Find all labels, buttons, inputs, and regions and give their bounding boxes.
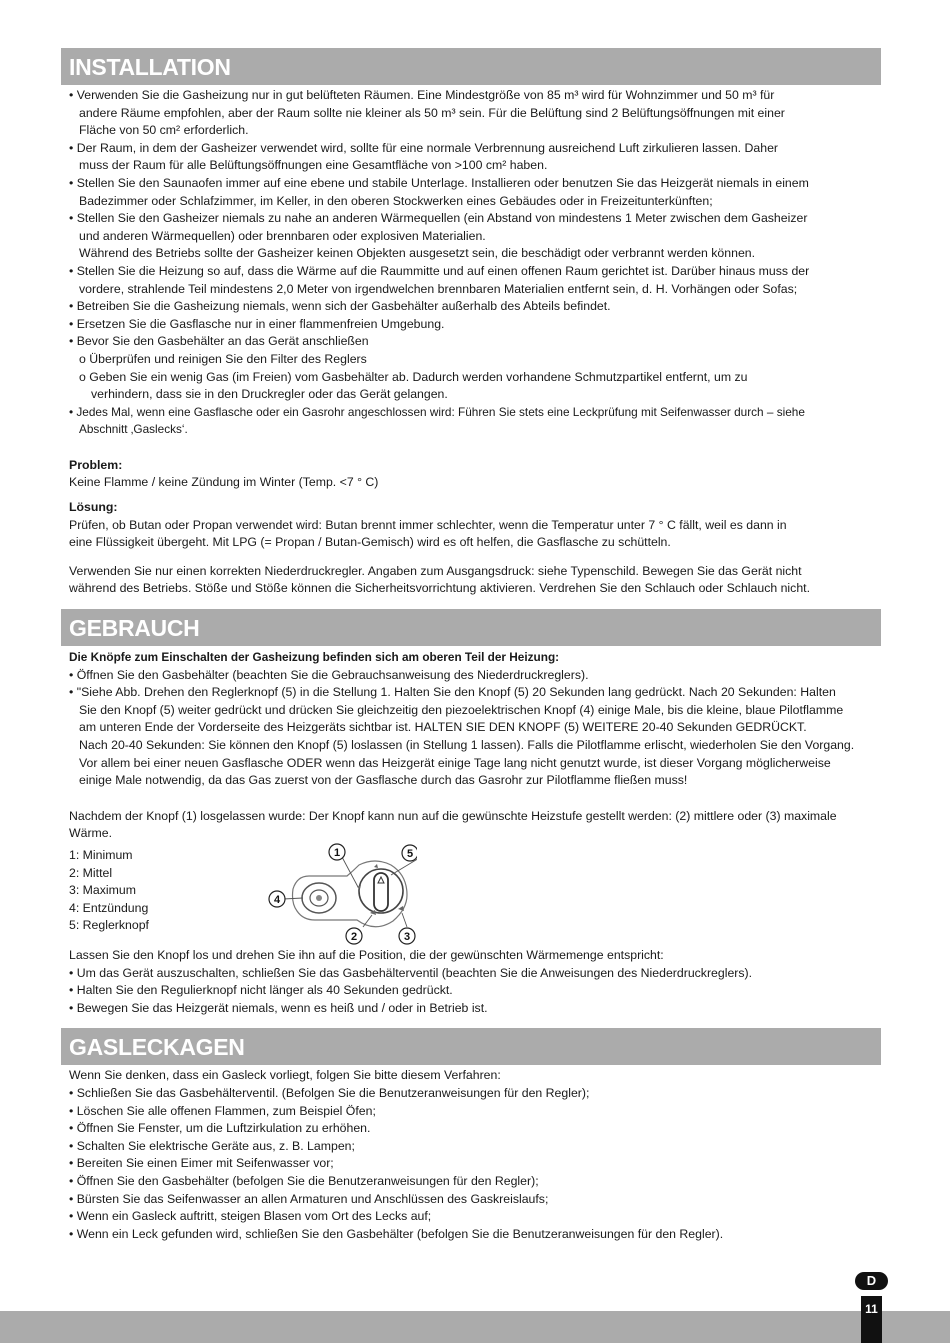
svg-text:1: 1 xyxy=(333,846,341,859)
gasleck-line: • Schließen Sie das Gasbehälterventil. (Befolgen Sie die Benutzeranweisungen für den Regler); xyxy=(69,1085,590,1100)
installation-line: und anderen Wärmequellen) oder brennbaren oder explosiven Materialien. xyxy=(79,228,486,243)
piezo-button-center xyxy=(316,895,322,901)
legend-item: 1: Minimum xyxy=(69,847,133,862)
gasleckagen-body xyxy=(61,1067,881,1243)
gasleck-line: • Löschen Sie alle offenen Flammen, zum Beispiel Öfen; xyxy=(69,1103,376,1118)
svg-text:4: 4 xyxy=(273,893,281,906)
installation-line: • Bevor Sie den Gasbehälter an das Gerät anschließen xyxy=(69,334,369,349)
max-flame-icon xyxy=(398,906,404,911)
control-knob-diagram xyxy=(257,843,417,947)
solution-label: Lösung: xyxy=(69,500,118,515)
callout-5 xyxy=(402,845,417,861)
leader-line-4 xyxy=(283,898,303,899)
installation-line: andere Räume empfohlen, aber der Raum sollte nie kleiner als 50 m³ sein. Für die Belüftung sind 2 Belüftungsöffnungen mit einer xyxy=(79,105,785,120)
gebrauch-line: Vor allem bei einer neuen Gasflasche ODER wenn das Heizgerät einige Tage lang nicht genutzt wurde, ist dieser Vorgang möglicherweise xyxy=(79,755,831,770)
installation-line: Abschnitt ‚Gaslecks‘. xyxy=(79,422,188,437)
gasleck-line: • Öffnen Sie den Gasbehälter (befolgen Sie die Benutzeranweisungen für den Regler); xyxy=(69,1173,539,1188)
gebrauch-line: einige Male notwendig, da das Gas zuerst von der Gasflasche durch das Gasrohr zur Pilotflamme fließen muss! xyxy=(79,773,688,788)
installation-line: • Verwenden Sie die Gasheizung nur in gut belüfteten Räumen. Eine Mindestgröße von 85 m³ wird für Wohnzimmer und 50 m³ für xyxy=(69,88,775,102)
regulator-knob-ring xyxy=(359,869,403,913)
gebrauch-line: Sie den Knopf (5) weiter gedrückt und drücken Sie gleichzeitig den piezoelektrischen Knopf (4) einige Male, bis die kleine, blaue Pilotflamme xyxy=(79,702,844,717)
gasleck-line: • Bürsten Sie das Seifenwasser an allen Armaturen und Anschlüssen des Gaskreislaufs; xyxy=(69,1191,549,1206)
knob-arrow-icon xyxy=(378,877,384,883)
callout-2 xyxy=(346,928,362,944)
installation-line: o Überprüfen und reinigen Sie den Filter des Reglers xyxy=(79,351,367,366)
installation-line: • Betreiben Sie die Gasheizung niemals, wenn sich der Gasbehälter außerhalb des Abteils befindet. xyxy=(69,299,611,314)
section-heading-gasleckagen: GASLECKAGEN xyxy=(61,1028,881,1065)
legend-item: 5: Reglerknopf xyxy=(69,918,149,933)
callout-1 xyxy=(329,844,345,860)
solution-line: Prüfen, ob Butan oder Propan verwendet wird: Butan brennt immer schlechter, wenn die Temperatur unter 7 ° C fällt, weil es dann in xyxy=(69,517,787,532)
installation-line: vordere, strahlende Teil mindestens 2,0 Meter von irgendwelchen brennbaren Materialien entfernt sein, d. H. Vorhängen oder Sofas; xyxy=(79,281,798,296)
installation-line: Während des Betriebs sollte der Gasheizer keinen Objekten ausgesetzt sein, die beschädigt oder verbrannt werden können. xyxy=(79,246,756,261)
gebrauch-line: • Öffnen Sie den Gasbehälter (beachten Sie die Gebrauchsanweisung des Niederdruckreglers). xyxy=(69,667,589,682)
problem-label: Problem: xyxy=(69,457,123,472)
after-line: Nachdem der Knopf (1) losgelassen wurde: Der Knopf kann nun auf die gewünschte Heizstufe gestellt werden: (2) mittlere oder (3) maximale xyxy=(69,808,837,823)
legend-item: 4: Entzündung xyxy=(69,900,149,915)
after-line: Wärme. xyxy=(69,826,113,841)
installation-line: • Stellen Sie den Saunaofen immer auf eine ebene und stabile Unterlage. Installieren oder benutzen Sie das Heizgerät niemals in einem xyxy=(69,175,809,190)
leader-line-3 xyxy=(402,913,407,927)
regulator-line: während des Betriebs. Stöße und Stöße können die Sicherheitsvorrichtung aktivieren. Verdrehen Sie den Schlauch oder Schlauch nicht. xyxy=(69,581,810,596)
svg-text:5: 5 xyxy=(406,847,414,860)
gasleck-line: • Schalten Sie elektrische Geräte aus, z. B. Lampen; xyxy=(69,1138,355,1153)
page-number-tab xyxy=(861,1296,882,1343)
problem-text: Keine Flamme / keine Zündung im Winter (Temp. <7 ° C) xyxy=(69,475,379,490)
installation-line: Badezimmer oder Schlafzimmer, im Keller, in den oberen Stockwerken eines Gebäudes oder in Freizeitunterkünften; xyxy=(79,193,713,208)
installation-line: • Ersetzen Sie die Gasflasche nur in einer flammenfreien Umgebung. xyxy=(69,316,445,331)
regulator-knob-handle xyxy=(374,873,388,911)
gebrauch-line: Nach 20-40 Sekunden: Sie können den Knopf (5) loslassen (in Stellung 1 lassen). Falls die Pilotflamme erlischt, wiederholen Sie den Vorgang. xyxy=(79,738,855,752)
gebrauch-line: am unteren Ende der Vorderseite des Heizgeräts sichtbar ist. HALTEN SIE DEN KNOPF (5) WEITERE 20-40 Sekunden GEDRÜCKT. xyxy=(79,720,807,735)
gasleck-line: • Wenn ein Gasleck auftritt, steigen Blasen vom Ort des Lecks auf; xyxy=(69,1209,432,1224)
solution-line: eine Flüssigkeit übergeht. Mit LPG (= Propan / Butan-Gemisch) wird es oft helfen, die Gasflasche zu schütteln. xyxy=(69,535,671,550)
gebrauch-body xyxy=(61,649,881,1017)
section-heading-installation: INSTALLATION xyxy=(61,48,881,85)
release-line: • Bewegen Sie das Heizgerät niemals, wenn es heiß und / oder in Betrieb ist. xyxy=(69,1000,488,1015)
control-diagram-row xyxy=(69,843,881,947)
legend-item: 2: Mittel xyxy=(69,865,113,880)
gasleck-line: Wenn Sie denken, dass ein Gasleck vorliegt, folgen Sie bitte diesem Verfahren: xyxy=(69,1068,501,1083)
release-line: Lassen Sie den Knopf los und drehen Sie ihn auf die Position, die der gewünschten Wärmemenge entspricht: xyxy=(69,947,664,962)
callout-4 xyxy=(269,891,285,907)
footer-bar xyxy=(0,1311,950,1343)
installation-line: • Stellen Sie die Heizung so auf, dass die Wärme auf die Raummitte und auf einen offenen Raum gerichtet ist. Darüber hinaus muss der xyxy=(69,263,810,278)
page-number: 11 xyxy=(865,1302,878,1316)
page-content xyxy=(61,48,881,1243)
installation-line: verhindern, dass sie in den Druckregler oder das Gerät gelangen. xyxy=(91,387,448,402)
callout-3 xyxy=(399,928,415,944)
installation-line: Fläche von 50 cm² erforderlich. xyxy=(79,123,249,138)
installation-line: • Stellen Sie den Gasheizer niemals zu nahe an anderen Wärmequellen (ein Abstand von mindestens 1 Meter zwischen dem Gasheizer xyxy=(69,211,808,226)
legend-item: 3: Maximum xyxy=(69,883,136,898)
installation-line: • Jedes Mal, wenn eine Gasflasche oder ein Gasrohr angeschlossen wird: Führen Sie stets eine Leckprüfung mit Seifenwasser durch – siehe xyxy=(69,404,805,419)
leader-line-1 xyxy=(342,857,358,887)
control-legend xyxy=(69,847,149,935)
release-line: • Um das Gerät auszuschalten, schließen Sie das Gasbehälterventil (beachten Sie die Anweisungen des Niederdruckreglers). xyxy=(69,965,753,980)
svg-text:3: 3 xyxy=(403,930,411,943)
section-heading-gebrauch: GEBRAUCH xyxy=(61,609,881,646)
gebrauch-intro: Die Knöpfe zum Einschalten der Gasheizung befinden sich am oberen Teil der Heizung: xyxy=(69,650,560,665)
gasleck-line: • Wenn ein Leck gefunden wird, schließen Sie den Gasbehälter (befolgen Sie die Benutzeranweisungen für den Regler). xyxy=(69,1226,724,1241)
language-badge: D xyxy=(855,1272,888,1290)
installation-line: o Geben Sie ein wenig Gas (im Freien) vom Gasbehälter ab. Dadurch werden vorhandene Schmutzpartikel entfernt, um zu xyxy=(79,369,748,384)
gasleck-line: • Öffnen Sie Fenster, um die Luftzirkulation zu erhöhen. xyxy=(69,1121,371,1136)
svg-text:2: 2 xyxy=(350,930,358,943)
regulator-line: Verwenden Sie nur einen korrekten Niederdruckregler. Angaben zum Ausgangsdruck: siehe Typenschild. Bewegen Sie das Gerät nicht xyxy=(69,563,802,578)
gasleck-line: • Bereiten Sie einen Eimer mit Seifenwasser vor; xyxy=(69,1156,334,1171)
installation-line: muss der Raum für alle Belüftungsöffnungen eine Gesamtfläche von >100 cm² haben. xyxy=(79,158,548,173)
release-line: • Halten Sie den Regulierknopf nicht länger als 40 Sekunden gedrückt. xyxy=(69,983,453,998)
gebrauch-line: • "Siehe Abb. Drehen den Reglerknopf (5) in die Stellung 1. Halten Sie den Knopf (5) 20 Sekunden lang gedrückt. Nach 20 Sekunden: Halten xyxy=(69,685,836,700)
installation-body xyxy=(61,87,881,598)
installation-line: • Der Raum, in dem der Gasheizer verwendet wird, sollte für eine normale Verbrennung ausreichend Luft zirkulieren lassen. Daher xyxy=(69,140,778,155)
pilot-flame-icon xyxy=(374,864,378,868)
